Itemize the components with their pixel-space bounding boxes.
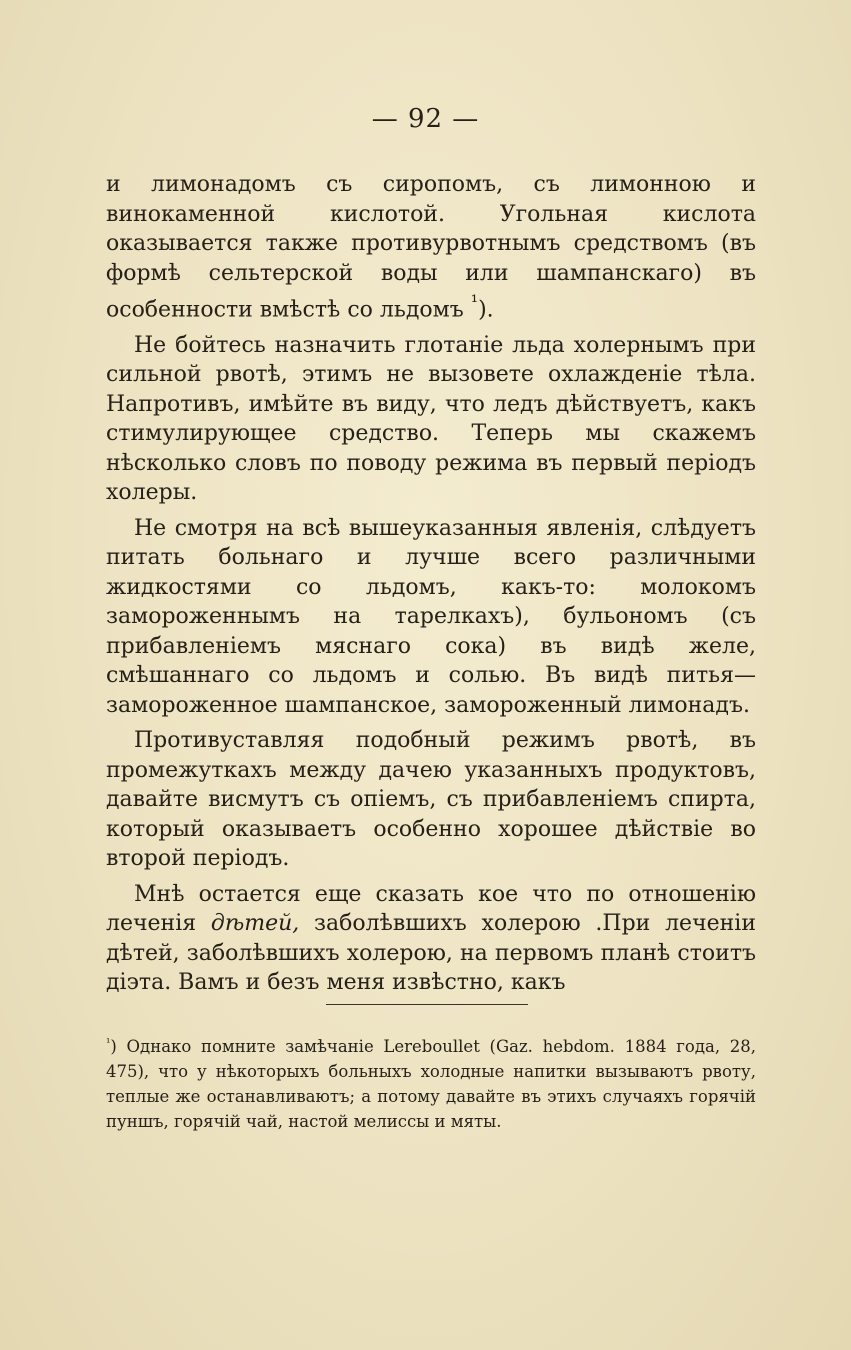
main-text (106, 170, 756, 998)
paragraph-4: Противуставляя подобный режимъ рвотѣ, въ промежуткахъ между дачею указанныхъ продуктовъ, давайте висмутъ съ опіемъ, съ прибавленіемъ спирта, который оказываетъ особенно хорошее дѣйствіе во второй періодъ. (106, 728, 756, 872)
paragraph-1 (106, 170, 756, 325)
paragraph-1-text: и лимонадомъ съ сиропомъ, съ лимонною и винокаменной кислотой. Угольная кислота оказывается также противурвотнымъ средствомъ (въ формѣ сельтерской воды или шампанскаго) въ особенности вмѣстѣ со льдомъ (106, 172, 756, 323)
paragraph-5-italic-word: дѣтей, (210, 911, 300, 937)
footnote (106, 1030, 756, 1134)
paragraph-5-text-end: заболѣвшихъ холерою .При леченіи дѣтей, заболѣвшихъ холерою, на первомъ планѣ стоитъ діэта. Вамъ и безъ меня извѣстно, какъ (106, 911, 756, 996)
footnote-text: ) Однако помните замѣчаніе Lereboullet (Gaz. hebdom. 1884 года, 28, 475), что у нѣкоторыхъ больныхъ холодные напитки вызываютъ рвоту, теплые же останавливаютъ; а потому давайте въ этихъ случаяхъ горячій пуншъ, горячій чай, настой мелиссы и мяты. (106, 1037, 756, 1131)
paragraph-3: Не смотря на всѣ вышеуказанныя явленія, слѣдуетъ питать больнаго и лучше всего различными жидкостями со льдомъ, какъ-то: молокомъ замороженнымъ на тарелкахъ), бульономъ (съ прибавленіемъ мяснаго сока) въ видѣ желе, смѣшаннаго со льдомъ и солью. Въ видѣ питья—замороженное шампанское, замороженный лимонадъ. (106, 515, 756, 718)
paragraph-5 (106, 880, 756, 998)
paragraph-2: Не бойтесь назначить глотаніе льда холернымъ при сильной рвотѣ, этимъ не вызовете охлажденіе тѣла. Напротивъ, имѣйте въ виду, что ледъ дѣйствуетъ, какъ стимулирующее средство. Теперь мы скажемъ нѣсколько словъ по поводу режима въ первый періодъ холеры. (106, 332, 756, 506)
paragraph-1-text-end: ). (478, 297, 494, 323)
footnote-marker: ¹ (106, 1036, 111, 1049)
page-number: — 92 — (371, 104, 480, 134)
paragraph-5-text: Мнѣ остается еще сказать кое что по отношенію леченія (106, 881, 756, 937)
footnote-separator (326, 1004, 528, 1005)
footnote-reference: ¹ (470, 292, 479, 313)
